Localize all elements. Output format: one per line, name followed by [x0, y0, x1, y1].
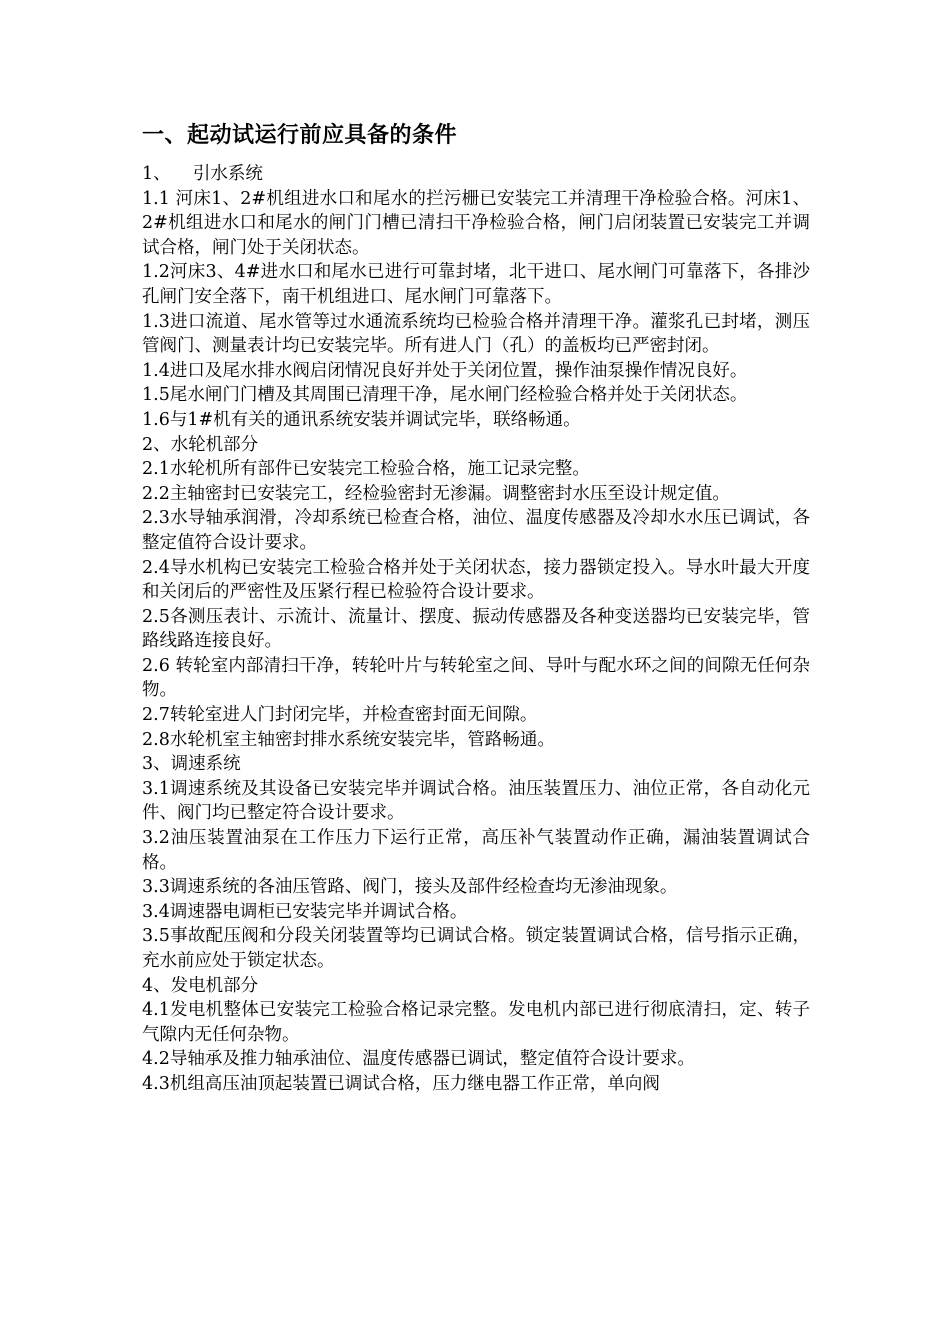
paragraph: 1.6与1#机有关的通讯系统安装并调试完毕，联络畅通。 — [142, 409, 581, 430]
subsection-heading: 3、调速系统 — [142, 754, 241, 775]
paragraph: 2.7转轮室进人门封闭完毕，并检查密封面无间隙。 — [142, 705, 538, 726]
subsection-heading: 2、水轮机部分 — [142, 434, 259, 455]
paragraph: 1.3进口流道、尾水管等过水通流系统均已检验合格并清理干净。灌浆孔已封堵，测压管阀门、测量表计均已安装完毕。所有进人门（孔）的盖板均已严密封闭。 — [142, 311, 810, 357]
paragraph: 3.3调速系统的各油压管路、阀门，接头及部件经检查均无渗油现象。 — [142, 877, 678, 898]
paragraph: 2.3水导轴承润滑，冷却系统已检查合格，油位、温度传感器及冷却水水压已调试，各整定值符合设计要求。 — [142, 508, 810, 553]
paragraph: 4.2导轴承及推力轴承油位、温度传感器已调试，整定值符合设计要求。 — [142, 1049, 695, 1070]
paragraph: 3.2油压装置油泵在工作压力下运行正常，高压补气装置动作正确，漏油装置调试合格。 — [142, 828, 810, 873]
document-body — [142, 118, 810, 1097]
paragraph: 2.1水轮机所有部件已安装完工检验合格，施工记录完整。 — [142, 459, 590, 480]
paragraph: 1.4进口及尾水排水阀启闭情况良好并处于关闭位置，操作油泵操作情况良好。 — [142, 360, 748, 381]
subsection-heading: 1、 引水系统 — [142, 164, 263, 184]
paragraph: 3.5事故配压阀和分段关闭装置等均已调试合格。锁定装置调试合格，信号指示正确，充水前应处于锁定状态。 — [142, 926, 810, 971]
paragraph: 2.2主轴密封已安装完工，经检验密封无渗漏。调整密封水压至设计规定值。 — [142, 483, 730, 504]
paragraph: 2.4导水机构已安装完工检验合格并处于关闭状态，接力器锁定投入。导水叶最大开度和关闭后的严密性及压紧行程已检验符合设计要求。 — [142, 557, 810, 603]
paragraph: 2.6 转轮室内部清扫干净，转轮叶片与转轮室之间、导叶与配水环之间的间隙无任何杂物。 — [142, 655, 810, 701]
paragraph: 3.1调速系统及其设备已安装完毕并调试合格。油压装置压力、油位正常，各自动化元件、阀门均已整定符合设计要求。 — [142, 778, 810, 824]
paragraph: 1.1 河床1、2#机组进水口和尾水的拦污栅已安装完工并清理干净检验合格。河床1、2#机组进水口和尾水的闸门门槽已清扫干净检验合格，闸门启闭装置已安装完工并调试合格，闸门处于关闭状态。 — [142, 188, 810, 258]
paragraph: 4.3机组高压油顶起装置已调试合格，压力继电器工作正常，单向阀 — [142, 1073, 660, 1094]
paragraph: 1.2河床3、4#进水口和尾水已进行可靠封堵，北干进口、尾水闸门可靠落下，各排沙孔闸门安全落下，南干机组进口、尾水闸门可靠落下。 — [142, 262, 810, 307]
subsection-heading: 4、发电机部分 — [142, 975, 259, 996]
section-title: 一、起动试运行前应具备的条件 — [142, 123, 458, 148]
paragraph: 1.5尾水闸门门槽及其周围已清理干净，尾水闸门经检验合格并处于关闭状态。 — [142, 385, 748, 406]
paragraph: 2.8水轮机室主轴密封排水系统安装完毕，管路畅通。 — [142, 729, 555, 750]
paragraph: 3.4调速器电调柜已安装完毕并调试合格。 — [142, 901, 468, 922]
paragraph: 4.1发电机整体已安装完工检验合格记录完整。发电机内部已进行彻底清扫，定、转子气隙内无任何杂物。 — [142, 1000, 810, 1045]
paragraph: 2.5各测压表计、示流计、流量计、摆度、振动传感器及各种变送器均已安装完毕，管路线路连接良好。 — [142, 606, 810, 652]
